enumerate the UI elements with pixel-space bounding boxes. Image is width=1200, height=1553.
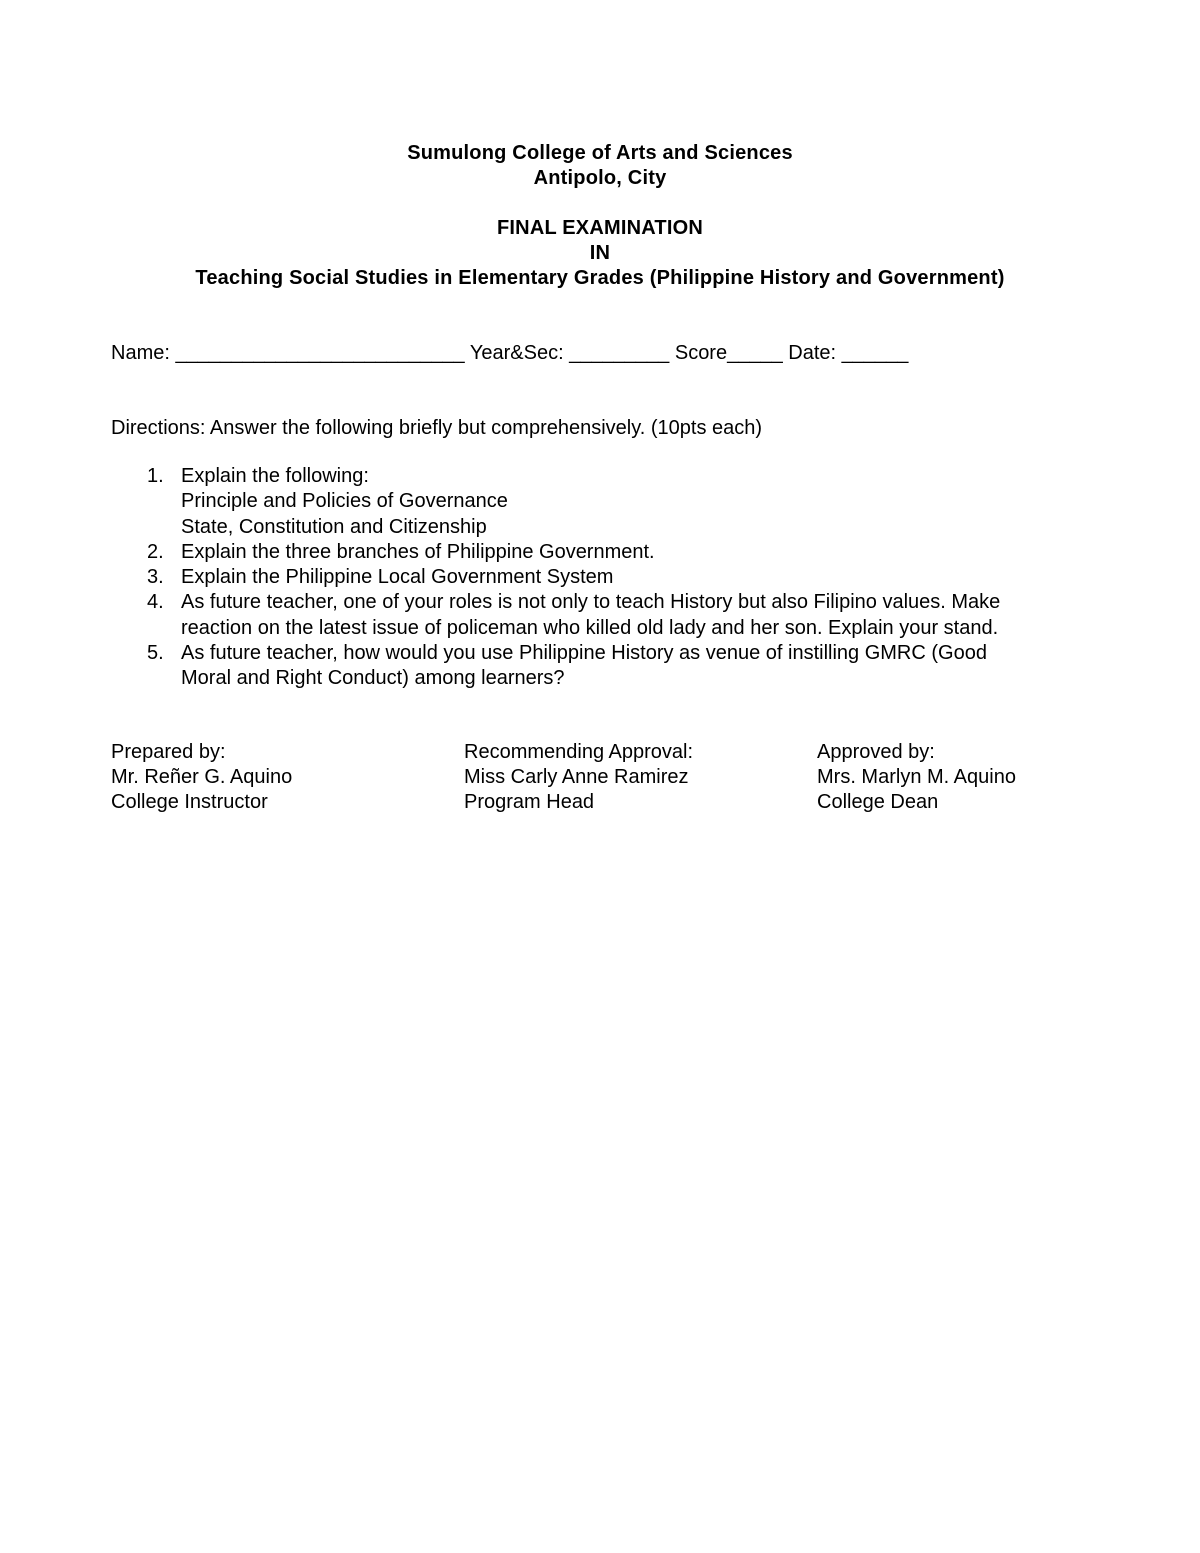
question-number: 5. <box>147 642 164 665</box>
question-text: As future teacher, how would you use Philippine History as venue of instilling GMRC (Good <box>181 642 987 665</box>
directions: Directions: Answer the following briefly but comprehensively. (10pts each) <box>111 417 763 439</box>
question-text: Explain the following: <box>181 465 369 487</box>
signatory-name: Mrs. Marlyn M. Aquino <box>817 766 1016 788</box>
question-list <box>111 464 1091 692</box>
exam-header <box>0 216 1200 291</box>
signatory-title: College Instructor <box>111 791 268 813</box>
signatory-title: Program Head <box>464 791 595 813</box>
signatory-approved-by <box>817 740 1016 815</box>
exam-title: FINAL EXAMINATION <box>497 217 703 239</box>
question-text: reaction on the latest issue of policeman who killed old lady and her son. Explain your stand. <box>181 616 999 639</box>
list-item <box>111 540 1091 565</box>
signatory-name: Miss Carly Anne Ramirez <box>464 766 689 788</box>
exam-in-label: IN <box>589 242 611 264</box>
signatory-label: Prepared by: <box>111 741 226 763</box>
list-item <box>111 641 1091 692</box>
list-item <box>111 464 1091 540</box>
question-text: Explain the three branches of Philippine Government. <box>181 540 655 563</box>
school-header <box>0 141 1200 191</box>
student-info-line: Name: __________________________ Year&Sec: _________ Score_____ Date: ______ <box>111 342 909 364</box>
signatory-title: College Dean <box>817 791 939 813</box>
list-item <box>111 590 1091 641</box>
question-text: State, Constitution and Citizenship <box>181 515 487 538</box>
question-text: Explain the Philippine Local Government System <box>181 566 614 589</box>
question-text: As future teacher, one of your roles is not only to teach History but also Filipino values. Make <box>181 591 1001 614</box>
question-number: 4. <box>147 591 164 614</box>
school-name: Sumulong College of Arts and Sciences <box>407 142 793 164</box>
list-item <box>111 565 1091 590</box>
question-number: 2. <box>147 540 164 563</box>
signatory-label: Recommending Approval: <box>464 741 694 763</box>
question-text: Principle and Policies of Governance <box>181 490 508 513</box>
question-text: Moral and Right Conduct) among learners? <box>181 667 565 690</box>
question-number: 1. <box>147 465 164 487</box>
question-number: 3. <box>147 566 164 589</box>
signatory-label: Approved by: <box>817 741 935 763</box>
signatory-recommending-approval <box>464 740 693 815</box>
school-city: Antipolo, City <box>533 167 667 189</box>
signatory-prepared-by <box>111 740 292 815</box>
signatory-name: Mr. Reñer G. Aquino <box>111 766 293 788</box>
course-title: Teaching Social Studies in Elementary Grades (Philippine History and Government) <box>195 267 1005 289</box>
